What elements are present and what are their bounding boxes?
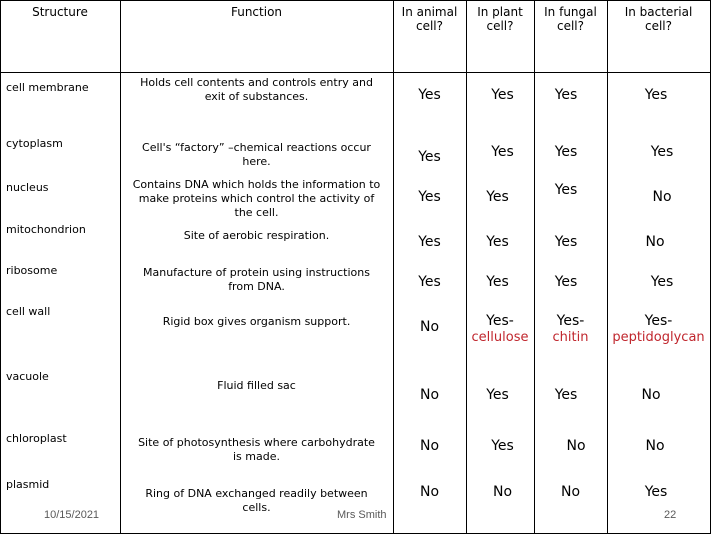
cell-plant: Yes (486, 189, 509, 205)
function-cytoplasm: Cell's “factory” –chemical reactions occur here. (142, 141, 371, 168)
structure-chloroplast: chloroplast (6, 432, 67, 445)
cell-fungal: Yes (554, 87, 578, 103)
cell-plant: Yes (491, 438, 514, 454)
cell-animal: Yes (418, 87, 441, 103)
cell-bacterial: No (652, 189, 672, 205)
cell-animal: Yes (418, 189, 441, 205)
cell-plant: Yes (491, 87, 514, 103)
cell-wall-bacterial-note: peptidoglycan (612, 330, 705, 345)
cell-fungal: No (560, 484, 581, 500)
structure-mitochondrion: mitochondrion (6, 223, 86, 236)
cell-fungal: Yes (554, 387, 578, 403)
function-cell-wall: Rigid box gives organism support. (162, 315, 351, 328)
table-border-left (0, 0, 1, 534)
cell-plant: Yes (486, 234, 509, 250)
cell-bacterial: Yes (650, 274, 674, 290)
cell-wall-plant-note: cellulose (471, 330, 529, 345)
cell-plant: Yes (491, 144, 514, 160)
column-divider (466, 0, 467, 534)
function-ribosome: Manufacture of protein using instructions from DNA. (143, 266, 370, 293)
cell-animal: No (419, 438, 440, 454)
column-header-bacterial: In bacterial cell? (624, 5, 693, 33)
function-vacuole: Fluid filled sac (217, 379, 296, 392)
function-chloroplast: Site of photosynthesis where carbohydrate is made. (138, 436, 375, 463)
cell-animal: Yes (418, 234, 441, 250)
cell-animal: No (419, 387, 440, 403)
cell-wall-fungal-note: chitin (552, 330, 589, 345)
cell-plant: No (492, 484, 513, 500)
column-divider (607, 0, 608, 534)
column-header-animal: In animal cell? (401, 5, 458, 33)
structure-vacuole: vacuole (6, 370, 49, 383)
column-divider (534, 0, 535, 534)
column-header-fungal: In fungal cell? (544, 5, 597, 33)
cell-bacterial: Yes (650, 144, 674, 160)
cell-animal: No (419, 319, 440, 335)
table-border-right (710, 0, 711, 534)
footer-page-number: 22 (664, 509, 677, 521)
cell-fungal: Yes (554, 234, 578, 250)
cell-plant: Yes- (486, 313, 514, 329)
column-header-plant: In plant cell? (477, 5, 523, 33)
cell-fungal: Yes- (556, 313, 585, 329)
cell-fungal: Yes (554, 274, 578, 290)
cell-bacterial: No (645, 438, 665, 454)
cell-fungal: Yes (554, 144, 578, 160)
cell-animal: Yes (418, 274, 441, 290)
footer-author: Mrs Smith (337, 509, 387, 521)
column-header-function: Function (230, 5, 283, 19)
structure-cytoplasm: cytoplasm (6, 137, 63, 150)
function-mitochondrion: Site of aerobic respiration. (183, 229, 330, 242)
structure-plasmid: plasmid (6, 478, 50, 491)
header-row-divider (0, 72, 711, 73)
table-border-bottom (0, 533, 711, 534)
function-cell-membrane: Holds cell contents and controls entry and exit of substances. (140, 76, 373, 103)
column-header-structure: Structure (32, 5, 88, 19)
cell-plant: Yes (486, 387, 509, 403)
cell-bacterial: No (645, 234, 665, 250)
cell-fungal: No (566, 438, 586, 454)
structure-nucleus: nucleus (6, 181, 49, 194)
cell-animal: No (419, 484, 440, 500)
cell-plant: Yes (486, 274, 509, 290)
function-plasmid: Ring of DNA exchanged readily between cells. (145, 487, 368, 514)
function-nucleus: Contains DNA which holds the information to make proteins which control the activity of the cell. (132, 178, 381, 219)
table-border-top (0, 0, 711, 1)
structure-cell-wall: cell wall (6, 305, 51, 318)
cell-animal: Yes (418, 149, 441, 165)
structure-ribosome: ribosome (6, 264, 58, 277)
cell-bacterial: Yes- (644, 313, 673, 329)
cell-bacterial: Yes (644, 87, 668, 103)
footer-date: 10/15/2021 (44, 509, 100, 521)
cell-bacterial: No (641, 387, 661, 403)
cell-fungal: Yes (554, 182, 578, 198)
structure-cell-membrane: cell membrane (6, 81, 89, 94)
column-divider (393, 0, 394, 534)
cell-bacterial: Yes (644, 484, 668, 500)
